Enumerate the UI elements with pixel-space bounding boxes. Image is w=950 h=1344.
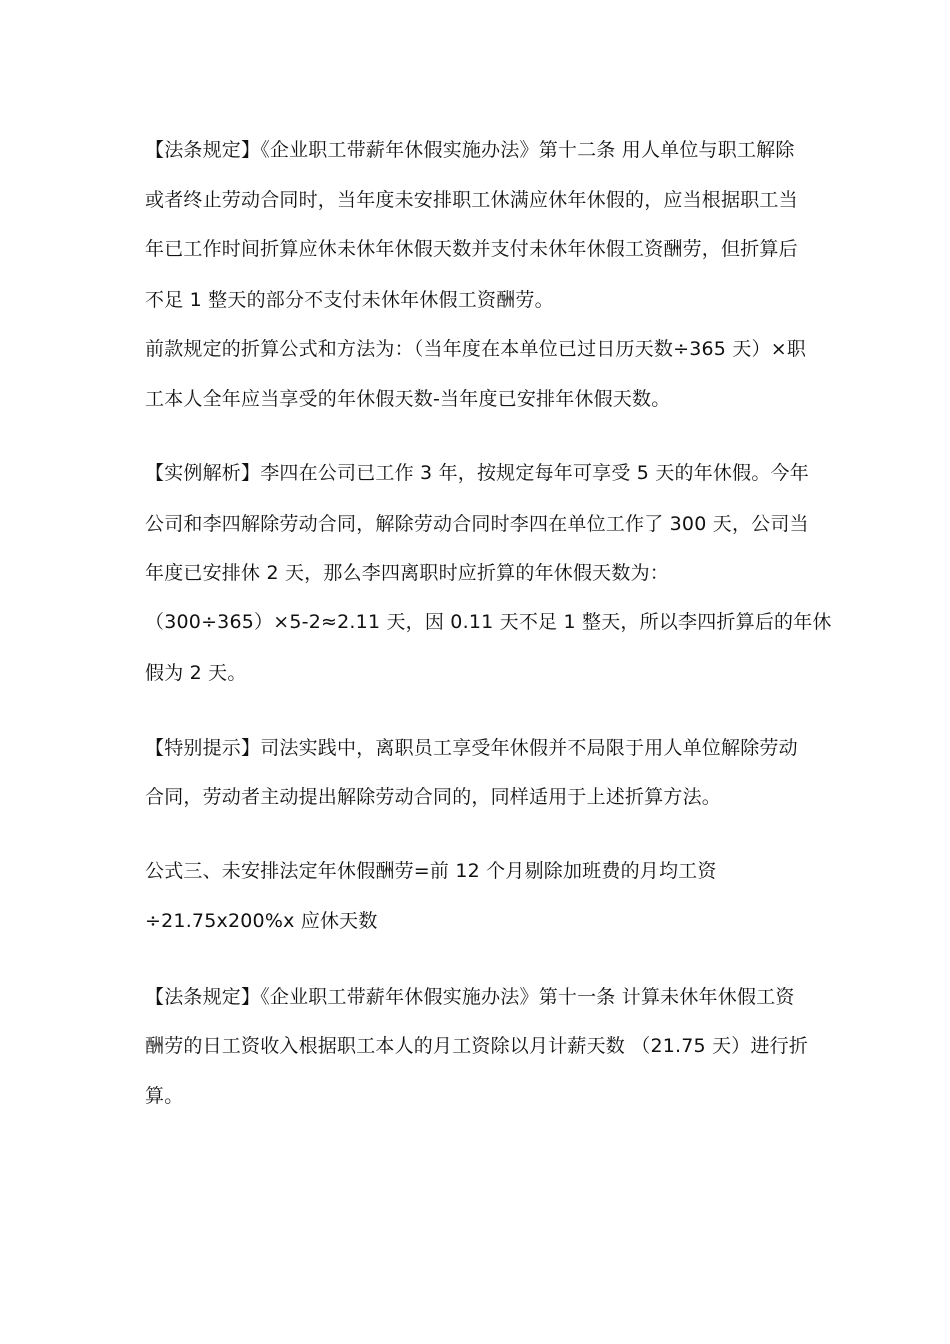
text-line: 公式三、未安排法定年休假酬劳=前 12 个月剔除加班费的月均工资 (145, 860, 717, 882)
text-line: 不足 1 整天的部分不支付未休年休假工资酬劳。 (145, 289, 554, 311)
text-line: ÷21.75x200%x 应休天数 (145, 910, 378, 932)
text-line: 【特别提示】司法实践中，离职员工享受年休假并不局限于用人单位解除劳动 (145, 737, 798, 759)
text-line: 【法条规定】《企业职工带薪年休假实施办法》第十一条 计算未休年休假工资 (145, 986, 795, 1008)
text-line: 前款规定的折算公式和方法为：（当年度在本单位已过日历天数÷365 天）×职 (145, 338, 807, 360)
text-line: 年已工作时间折算应休未休年休假天数并支付未休年休假工资酬劳，但折算后 (145, 238, 798, 260)
text-line: 【实例解析】李四在公司已工作 3 年，按规定每年可享受 5 天的年休假。今年 (145, 462, 809, 484)
text-line: 【法条规定】《企业职工带薪年休假实施办法》第十二条 用人单位与职工解除 (145, 139, 795, 161)
text-line: 年度已安排休 2 天，那么李四离职时应折算的年休假天数为： (145, 562, 669, 584)
text-line: （300÷365）×5-2≈2.11 天，因 0.11 天不足 1 整天，所以李四折算后的年休 (145, 611, 832, 633)
text-line: 假为 2 天。 (145, 662, 247, 684)
text-line: 工本人全年应当享受的年休假天数-当年度已安排年休假天数。 (145, 388, 671, 410)
text-line: 算。 (145, 1085, 184, 1107)
text-line: 合同，劳动者主动提出解除劳动合同的，同样适用于上述折算方法。 (145, 786, 722, 808)
text-line: 酬劳的日工资收入根据职工本人的月工资除以月计薪天数 （21.75 天）进行折 (145, 1035, 809, 1057)
text-line: 或者终止劳动合同时，当年度未安排职工休满应休年休假的，应当根据职工当 (145, 189, 798, 211)
text-line: 公司和李四解除劳动合同，解除劳动合同时李四在单位工作了 300 天，公司当 (145, 513, 809, 535)
